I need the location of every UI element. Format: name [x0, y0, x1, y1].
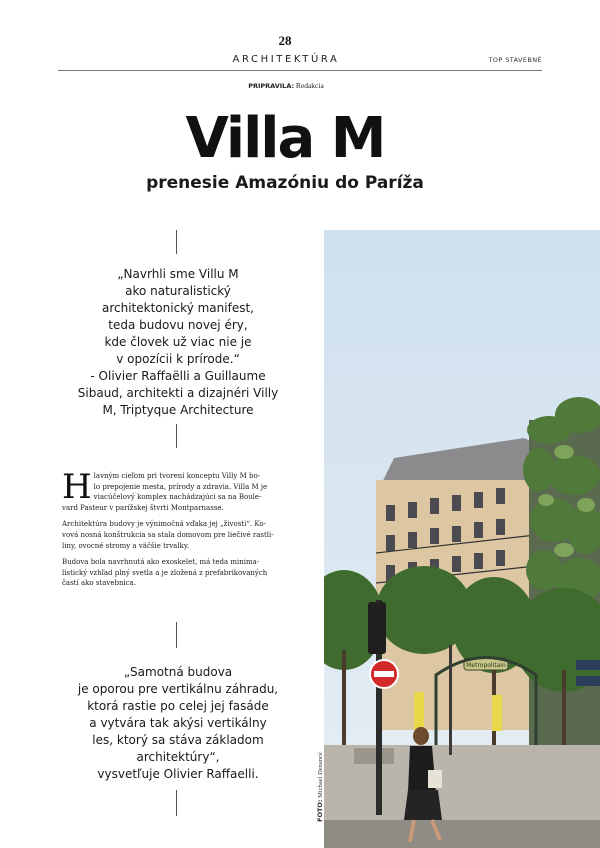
photo-credit: [316, 752, 324, 822]
quote-line: v opozícii k prírode.“: [116, 352, 240, 366]
quote-line: a vytvára tak akýsi vertikálny: [89, 716, 267, 730]
quote-line: „Samotná budova: [123, 665, 233, 679]
quote-line: - Olivier Raffaëlli a Guillaume: [90, 369, 266, 383]
quote-line: je oporou pre vertikálnu záhradu,: [77, 682, 279, 696]
quote-line: M, Triptyque Architecture: [102, 403, 254, 417]
body-line: vard Pasteur v parížskej štvrti Montparnasse.: [62, 503, 224, 512]
article-subtitle: prenesie Amazóniu do Paríža: [146, 173, 424, 193]
no-entry-bar: [374, 671, 394, 677]
body-line: liny, ovocné stromy a väčšie trvalky.: [62, 541, 190, 550]
yellow-banner: [492, 695, 502, 731]
yellow-banner: [414, 692, 424, 730]
road-curb: [324, 820, 600, 848]
body-line: Architektúra budovy je výnimočná vďaka jej „živosti“. Ko-: [62, 520, 266, 529]
section-label: ARCHITEKTÚRA: [232, 54, 340, 65]
street-lamp: [449, 645, 452, 755]
photo-credit-label: FOTO:: [316, 799, 324, 822]
drop-cap: H: [62, 467, 92, 507]
villa-m-street-photo: [324, 230, 600, 848]
header-rule: [58, 70, 542, 71]
body-line: listický vzhľad plný svetla a je zložená z prefabrikovaných: [62, 568, 268, 577]
quote-line: teda budovu novej éry,: [108, 318, 248, 332]
pedestrian-skirt: [404, 790, 442, 820]
credit-value: Redakcia: [295, 81, 324, 90]
direction-sign: [576, 660, 600, 670]
pull-quote-1: [60, 266, 296, 419]
body-paragraph: [62, 557, 294, 589]
quote-line: vysvetľuje Olivier Raffaelli.: [97, 767, 259, 781]
body-line: vová nosná konštrukcia sa stala domovom pre liečivé rastli-: [62, 530, 274, 539]
quote-line: „Navrhli sme Villu M: [117, 267, 239, 281]
quote-line: les, ktorý sa stáva základom: [92, 733, 264, 747]
quote-line: kde človek už viac nie je: [104, 335, 252, 349]
divider-line-4: [176, 790, 177, 816]
body-line: viacúčelový komplex nachádzajúci sa na Boule-: [93, 493, 262, 502]
credit-label: PRIPRAVILA:: [248, 82, 295, 90]
body-line: lo prepojenie mesta, prírody a zdravia. Villa M je: [93, 482, 268, 491]
quote-line: ktorá rastie po celej jej fasáde: [87, 699, 269, 713]
divider-line-1: [176, 230, 177, 254]
quote-line: architektúry“,: [136, 750, 220, 764]
body-line: lavným cieľom pri tvorení konceptu Villy M bo-: [93, 472, 261, 480]
quote-line: ako naturalistický: [125, 284, 231, 298]
traffic-light: [368, 602, 386, 654]
body-line: častí ako stavebnica.: [62, 579, 137, 588]
metro-sign-text: Metropolitain: [466, 662, 506, 669]
article-body: [62, 467, 294, 595]
quote-line: Sibaud, architekti a dizajnéri Villy: [77, 386, 279, 400]
magazine-name: TOP STAVEBNÉ: [488, 56, 542, 64]
quote-line: architektonický manifest,: [102, 301, 254, 315]
body-paragraph: [62, 519, 294, 551]
author-credit: [0, 81, 572, 90]
pull-quote-2: [60, 664, 296, 783]
planter: [354, 748, 394, 764]
divider-line-2: [176, 424, 177, 448]
pedestrian-head: [413, 727, 429, 745]
body-paragraph: [62, 467, 294, 513]
article-title: Villa M: [185, 106, 385, 171]
body-line: Budova bola navrhnutá ako exoskelet, má teda minima-: [62, 558, 260, 567]
article-photo: [324, 230, 600, 848]
direction-sign: [576, 676, 600, 686]
pedestrian-bag: [428, 770, 442, 788]
page-number: 28: [278, 33, 292, 48]
photo-credit-name: Michael Denancé: [317, 752, 324, 798]
divider-line-3: [176, 622, 177, 648]
